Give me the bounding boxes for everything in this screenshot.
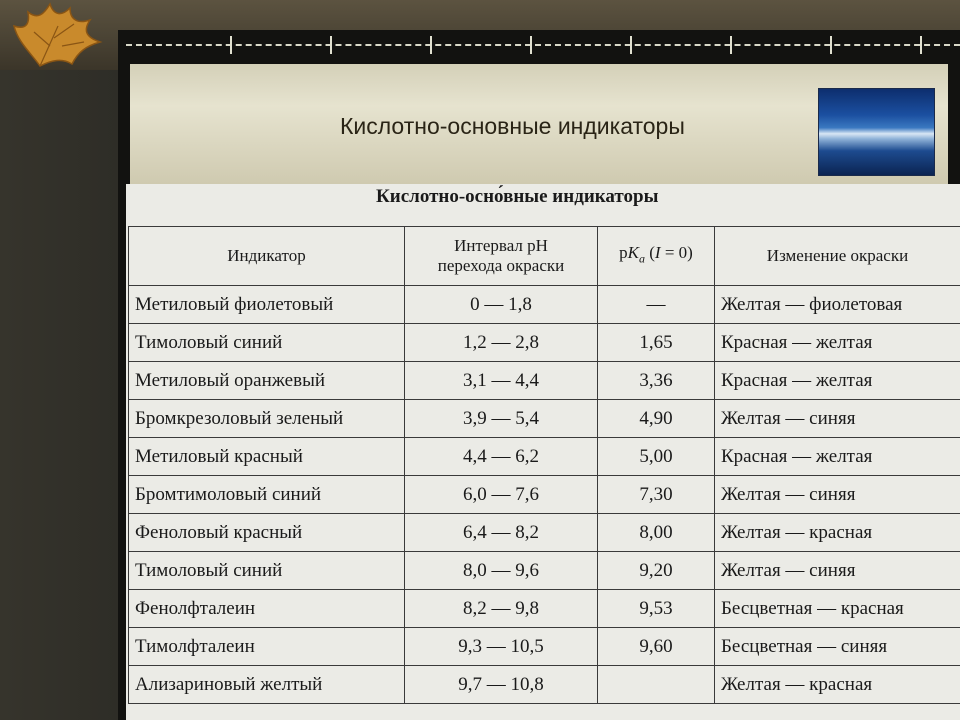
indicator-name-cell: Тимоловый синий — [129, 324, 405, 362]
ph-interval-cell: 6,0 — 7,6 — [405, 476, 598, 514]
pka-cell: 9,53 — [598, 590, 715, 628]
color-change-cell: Желтая — синяя — [715, 476, 960, 514]
col-change-header: Изменение окраски — [715, 227, 960, 286]
pka-i: I — [654, 243, 661, 263]
pka-cell: 8,00 — [598, 514, 715, 552]
indicator-name-cell: Бромтимоловый синий — [129, 476, 405, 514]
blue-landscape-image — [818, 88, 935, 176]
indicators-table — [128, 226, 960, 704]
indicator-name-cell: Фенолфталеин — [129, 590, 405, 628]
indicator-name-cell: Феноловый красный — [129, 514, 405, 552]
pka-cell: 9,20 — [598, 552, 715, 590]
pka-cell: 4,90 — [598, 400, 715, 438]
indicator-name-cell: Ализариновый желтый — [129, 666, 405, 704]
table-row — [129, 514, 960, 552]
indicator-name-cell: Метиловый красный — [129, 438, 405, 476]
ph-interval-cell: 9,7 — 10,8 — [405, 666, 598, 704]
table-row — [129, 628, 960, 666]
pka-sub: a — [639, 251, 645, 266]
ph-interval-cell: 0 — 1,8 — [405, 286, 598, 324]
color-change-cell: Красная — желтая — [715, 324, 960, 362]
col-indicator-header: Индикатор — [129, 227, 405, 286]
color-change-cell: Желтая — фиолетовая — [715, 286, 960, 324]
table-row — [129, 590, 960, 628]
left-decor-bar — [0, 70, 118, 720]
indicator-name-cell: Тимолфталеин — [129, 628, 405, 666]
pka-cell: 3,36 — [598, 362, 715, 400]
table-row — [129, 324, 960, 362]
indicator-name-cell: Бромкрезоловый зеленый — [129, 400, 405, 438]
ph-interval-cell: 8,2 — 9,8 — [405, 590, 598, 628]
indicator-name-cell: Тимоловый синий — [129, 552, 405, 590]
col-interval-line1: Интервал рН — [454, 236, 548, 255]
table-row — [129, 438, 960, 476]
table-row — [129, 476, 960, 514]
indicator-name-cell: Метиловый фиолетовый — [129, 286, 405, 324]
pka-rest: = 0) — [660, 243, 693, 263]
col-interval-line2: перехода окраски — [437, 256, 565, 275]
pka-cell: 5,00 — [598, 438, 715, 476]
ph-interval-cell: 3,1 — 4,4 — [405, 362, 598, 400]
ph-interval-cell: 3,9 — 5,4 — [405, 400, 598, 438]
stitch-ticks — [126, 36, 960, 56]
ph-interval-cell: 6,4 — 8,2 — [405, 514, 598, 552]
pka-cell — [598, 666, 715, 704]
color-change-cell: Желтая — красная — [715, 666, 960, 704]
table-row — [129, 552, 960, 590]
autumn-leaf-icon — [10, 2, 106, 70]
color-change-cell: Желтая — красная — [715, 514, 960, 552]
color-change-cell: Красная — желтая — [715, 362, 960, 400]
col-interval-header — [405, 227, 598, 286]
table-row — [129, 362, 960, 400]
pka-p: p — [619, 243, 628, 263]
color-change-cell: Бесцветная — красная — [715, 590, 960, 628]
color-change-cell: Желтая — синяя — [715, 552, 960, 590]
ph-interval-cell: 9,3 — 10,5 — [405, 628, 598, 666]
color-change-cell: Бесцветная — синяя — [715, 628, 960, 666]
table-row — [129, 400, 960, 438]
ph-interval-cell: 8,0 — 9,6 — [405, 552, 598, 590]
pka-cell: — — [598, 286, 715, 324]
pka-cell: 7,30 — [598, 476, 715, 514]
table-heading: Кислотно-осно́вные индикаторы — [376, 186, 659, 207]
table-header-row — [129, 227, 960, 286]
pka-cell: 1,65 — [598, 324, 715, 362]
pka-open: ( — [645, 243, 655, 263]
ph-interval-cell: 4,4 — 6,2 — [405, 438, 598, 476]
pka-cell: 9,60 — [598, 628, 715, 666]
ph-interval-cell: 1,2 — 2,8 — [405, 324, 598, 362]
color-change-cell: Желтая — синяя — [715, 400, 960, 438]
table-row — [129, 666, 960, 704]
col-pka-header — [598, 227, 715, 286]
pka-k: K — [627, 243, 639, 263]
color-change-cell: Красная — желтая — [715, 438, 960, 476]
table-row — [129, 286, 960, 324]
indicator-name-cell: Метиловый оранжевый — [129, 362, 405, 400]
slide-title: Кислотно-основные индикаторы — [340, 113, 685, 139]
